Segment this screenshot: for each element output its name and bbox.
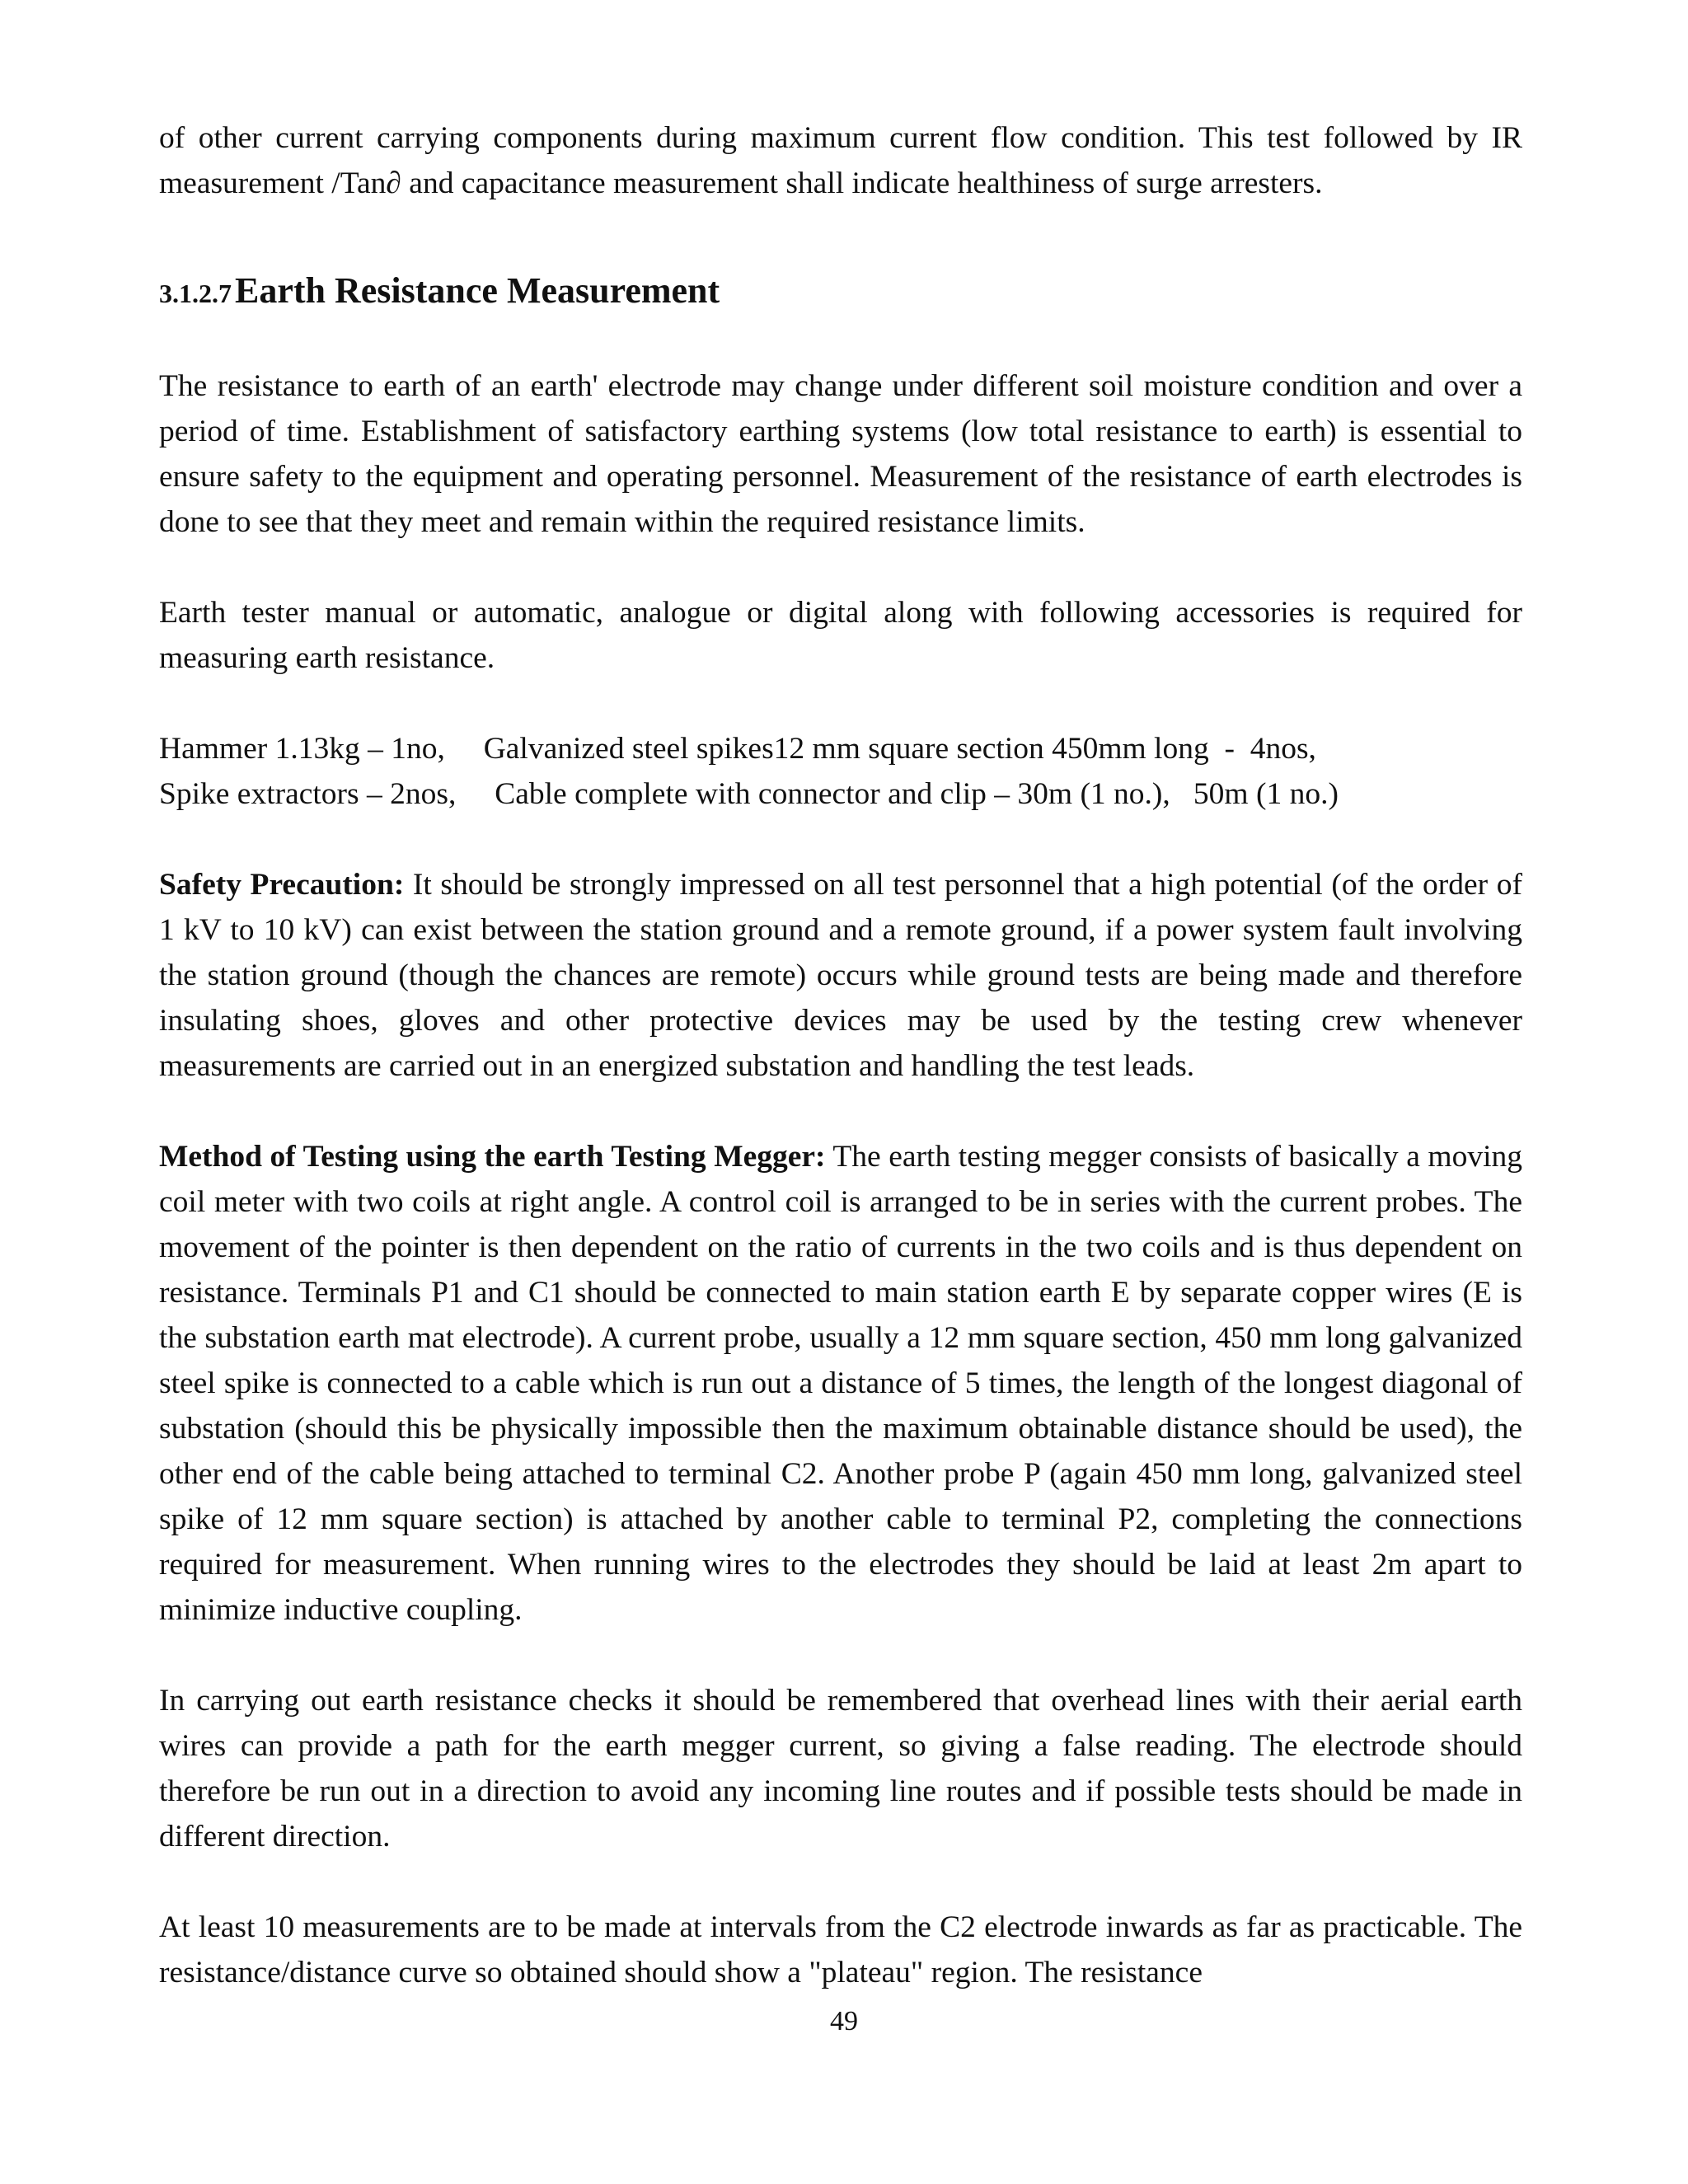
document-page — [159, 115, 1522, 1995]
section-number: 3.1.2.7 — [159, 279, 232, 308]
section-heading — [159, 266, 1522, 324]
paragraph-earth-tester: Earth tester manual or automatic, analogue or digital along with following accessories is required for measuring earth resistance. — [159, 596, 1522, 675]
paragraph-safety-precaution — [159, 862, 1522, 1089]
section-title: Earth Resistance Measurement — [235, 270, 720, 311]
paragraph-measurements: At least 10 measurements are to be made at intervals from the C2 electrode inwards as far as practicable. The resistance/distance curve so obtained should show a "plateau" region. The resistance — [159, 1910, 1522, 1990]
accessory-hammer: Hammer 1.13kg – 1no, — [159, 732, 445, 766]
safety-label: Safety Precaution: — [159, 868, 405, 902]
accessories-line-1 — [159, 726, 1522, 771]
paragraph-overhead-lines: In carrying out earth resistance checks it should be remembered that overhead lines with their aerial earth wires can provide a path for the earth megger current, so giving a false reading. The electrode should therefore be run out in a direction to avoid any incoming line routes and if possible tests should be made in different direction. — [159, 1684, 1522, 1854]
accessory-cable: Cable complete with connector and clip – 30m (1 no.), 50m (1 no.) — [495, 777, 1339, 811]
intro-paragraph: of other current carrying components during maximum current flow condition. This test followed by IR measurement /Tan∂ and capacitance measurement shall indicate healthiness of surge arresters. — [159, 121, 1522, 200]
paragraph-earth-resistance-intro: The resistance to earth of an earth' electrode may change under different soil moisture condition and over a period of time. Establishment of satisfactory earthing systems (low total resistance to earth) is essential to ensure safety to the equipment and operating personnel. Measurement of the resistance of earth electrodes is done to see that they meet and remain within the required resistance limits. — [159, 369, 1522, 539]
method-text: The earth testing megger consists of basically a moving coil meter with two coils at right angle. A control coil is arranged to be in series with the current probes. The movement of the pointer is then dependent on the ratio of currents in the two coils and is thus dependent on resistance. Terminals P1 and C1 should be connected to main station earth E by separate copper wires (E is the substation earth mat electrode). A current probe, usually a 12 mm square section, 450 mm long galvanized steel spike is connected to a cable which is run out a distance of 5 times, the length of the longest diagonal of substation (should this be physically impossible then the maximum obtainable distance should be used), the other end of the cable being attached to terminal C2. Another probe P (again 450 mm long, galvanized steel spike of 12 mm square section) is attached by another cable to terminal P2, completing the connections required for measurement. When running wires to the electrodes they should be laid at least 2m apart to minimize inductive coupling. — [159, 1140, 1523, 1627]
accessory-extractors: Spike extractors – 2nos, — [159, 777, 457, 811]
accessory-spikes: Galvanized steel spikes12 mm square section 450mm long - 4nos, — [483, 732, 1316, 766]
paragraph-method-of-testing — [159, 1134, 1522, 1633]
accessories-line-2 — [159, 771, 1522, 817]
safety-text: It should be strongly impressed on all test personnel that a high potential (of the order of 1 kV to 10 kV) can exist between the station ground and a remote ground, if a power system fault involving the station ground (though the chances are remote) occurs while ground tests are being made and therefore insulating shoes, gloves and other protective devices may be used by the testing crew whenever measurements are carried out in an energized substation and handling the test leads. — [159, 868, 1522, 1083]
page-number: 49 — [830, 2006, 858, 2036]
method-label: Method of Testing using the earth Testing Megger: — [159, 1140, 826, 1174]
